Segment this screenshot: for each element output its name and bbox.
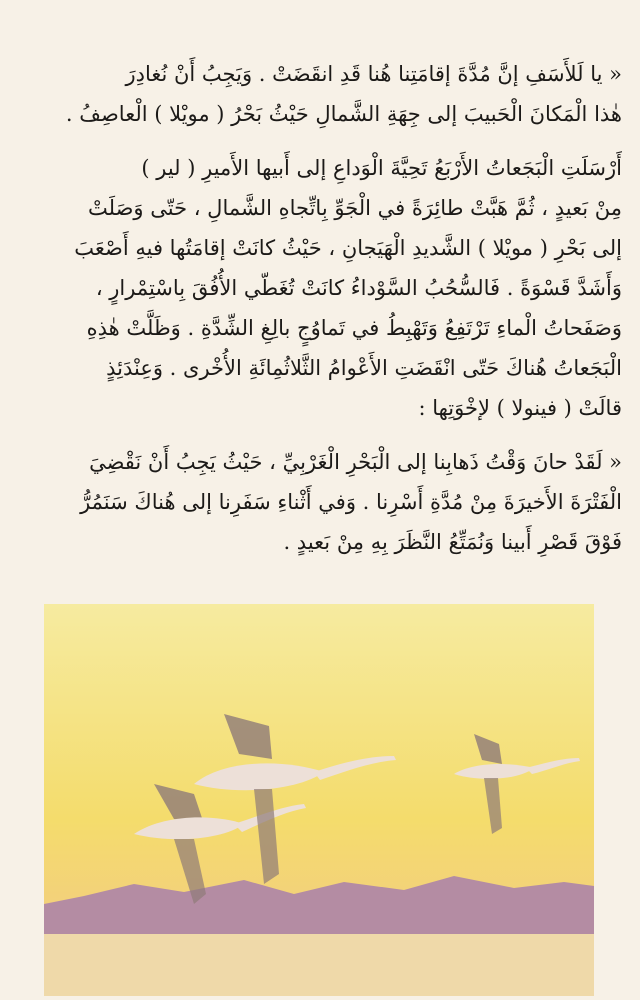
sea [44, 934, 594, 996]
paragraph-1 [22, 54, 622, 134]
swans-illustration [44, 604, 594, 996]
text-line: قالَتْ ( فينولا ) لإخْوَتِها : [418, 396, 622, 420]
text-line: فَوْقَ قَصْرِ أَبينا وَنُمَتِّعُ النَّظَرَ بِهِ مِنْ بَعيدٍ . [283, 530, 622, 554]
paragraph-2 [22, 148, 622, 428]
paragraph-3 [22, 442, 622, 562]
text-line: « يا لَلأَسَفِ إنَّ مُدَّةَ إقامَتِنا هُنا قَدِ انقَضَتْ . وَيَجِبُ أَنْ نُغادِرَ [125, 62, 622, 86]
text-line: الْبَجَعاتُ هُناكَ حَتّى انْقَضَتِ الأَعْوامُ الثَّلاثُمِائَةِ الأُخْرى . وَعِنْدَئِذٍ [106, 356, 622, 380]
text-line: وَصَفَحاتُ الْماءِ تَرْتَفِعُ وَتَهْبِطُ في تَماوُجٍ بالِغِ الشِّدَّةِ . وَظَلَّتْ هٰذِهِ [86, 316, 622, 340]
text-line: الْفَتْرَةَ الأَخيرَةَ مِنْ مُدَّةِ أَسْرِنا . وَفي أَثْناءِ سَفَرِنا إلى هُناكَ سَنَمُرُّ [80, 490, 622, 514]
text-line: إلى بَحْرِ ( مويْلا ) الشَّديدِ الْهَيَجانِ ، حَيْثُ كانَتْ إقامَتُها فيهِ أَصْعَبَ [74, 236, 622, 260]
story-text [22, 54, 622, 562]
text-line: مِنْ بَعيدٍ ، ثُمَّ هَبَّتْ طائِرَةً في الْجَوِّ بِاتِّجاهِ الشَّمالِ ، حَتّى وَصَلَتْ [88, 196, 622, 220]
text-line: « لَقَدْ حانَ وَقْتُ ذَهابِنا إلى الْبَحْرِ الْغَرْبِيِّ ، حَيْثُ يَجِبُ أَنْ نَقْضِيَ [89, 450, 622, 474]
text-line: هٰذا الْمَكانَ الْحَبيبَ إلى جِهَةِ الشَّمالِ حَيْثُ بَحْرُ ( مويْلا ) الْعاصِفُ . [65, 102, 622, 126]
text-line: أَرْسَلَتِ الْبَجَعاتُ الأَرْبَعُ تَحِيَّةَ الْوَداعِ إلى أَبيها الأَميرِ ( لير ) [141, 156, 622, 180]
swans-scene [44, 604, 594, 996]
text-line: وَأَشَدَّ قَسْوَةً . فَالسُّحُبُ السَّوْداءُ كانَتْ تُغَطّي الأُفُقَ بِاسْتِمْرارٍ ، [95, 276, 622, 300]
